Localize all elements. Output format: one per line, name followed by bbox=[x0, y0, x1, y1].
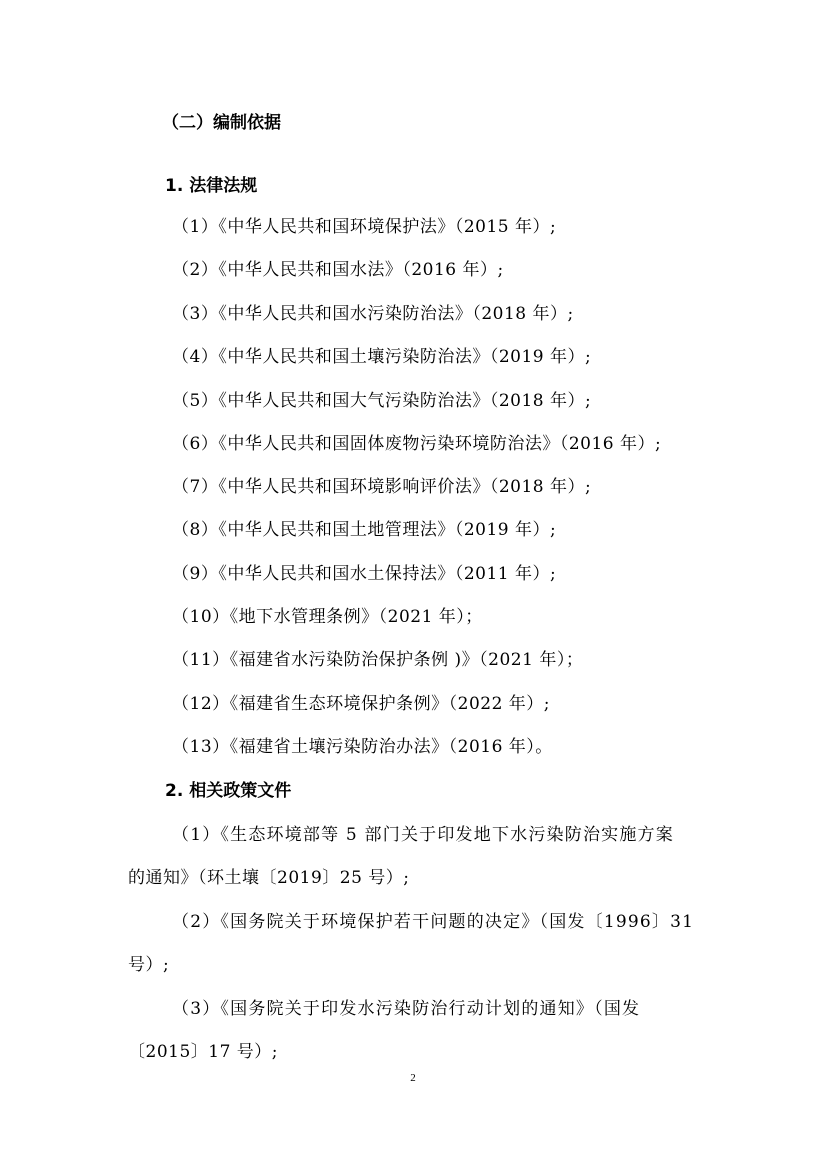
law-item: （12）《福建省生态环境保护条例》（2022 年）; bbox=[172, 694, 551, 714]
law-item: （8）《中华人民共和国土地管理法》（2019 年）; bbox=[172, 520, 557, 540]
policy-item: （3）《国务院关于印发水污染防治行动计划的通知》（国发 bbox=[172, 999, 641, 1019]
policy-item: （1）《生态环境部等 5 部门关于印发地下水污染防治实施方案 bbox=[172, 825, 674, 845]
law-item: （4）《中华人民共和国土壤污染防治法》（2019 年）; bbox=[172, 347, 592, 367]
law-item: （10）《地下水管理条例》（2021 年）； bbox=[172, 607, 483, 627]
policy-item-continuation: 的通知》（环土壤〔2019〕25 号）; bbox=[128, 868, 410, 888]
law-item: （9）《中华人民共和国水土保持法》（2011 年）; bbox=[172, 564, 557, 584]
policy-item: （2）《国务院关于环境保护若干问题的决定》（国发〔1996〕31 bbox=[172, 912, 695, 932]
law-item: （2）《中华人民共和国水法》（2016 年）; bbox=[172, 260, 504, 280]
policy-item-continuation: 〔2015〕17 号）; bbox=[128, 1042, 279, 1062]
law-item: （6）《中华人民共和国固体废物污染环境防治法》（2016 年）; bbox=[172, 434, 662, 454]
policy-item-continuation: 号）; bbox=[128, 955, 170, 975]
section-title: （二）编制依据 bbox=[162, 113, 281, 133]
law-item: （11）《福建省水污染防治保护条例 )》（2021 年）； bbox=[172, 650, 584, 670]
subsection-title-laws: 1. 法律法规 bbox=[165, 176, 258, 196]
law-item: （7）《中华人民共和国环境影响评价法》（2018 年）; bbox=[172, 477, 592, 497]
page-number: 2 bbox=[410, 1072, 416, 1084]
law-item: （1）《中华人民共和国环境保护法》（2015 年）; bbox=[172, 217, 557, 237]
subsection-title-policies: 2. 相关政策文件 bbox=[165, 781, 292, 801]
law-item: （13）《福建省土壤污染防治办法》（2016 年）。 bbox=[172, 737, 553, 757]
law-item: （3）《中华人民共和国水污染防治法》（2018 年）; bbox=[172, 304, 574, 324]
law-item: （5）《中华人民共和国大气污染防治法》（2018 年）; bbox=[172, 391, 592, 411]
